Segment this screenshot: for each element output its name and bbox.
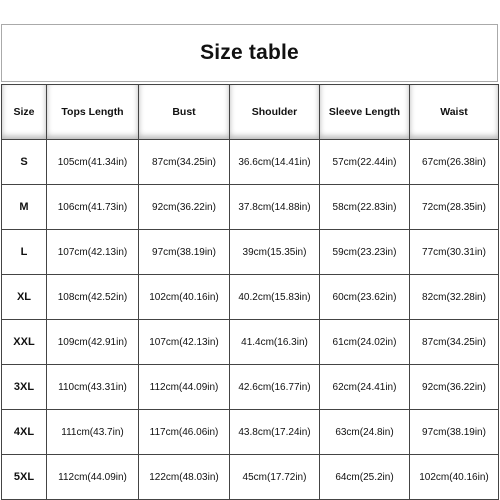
- sleeve-length-cell: 59cm(23.23in): [320, 230, 410, 275]
- waist-cell: 72cm(28.35in): [410, 185, 499, 230]
- tops-length-cell: 106cm(41.73in): [47, 185, 139, 230]
- header-bust: Bust: [139, 85, 230, 140]
- table-row: [2, 410, 499, 455]
- shoulder-cell: 39cm(15.35in): [230, 230, 320, 275]
- header-row: [2, 85, 499, 140]
- size-cell: XL: [2, 275, 47, 320]
- title-box: [1, 24, 498, 82]
- size-table: [1, 84, 499, 500]
- shoulder-cell: 45cm(17.72in): [230, 455, 320, 500]
- bust-cell: 92cm(36.22in): [139, 185, 230, 230]
- bust-cell: 107cm(42.13in): [139, 320, 230, 365]
- shoulder-cell: 43.8cm(17.24in): [230, 410, 320, 455]
- size-cell: M: [2, 185, 47, 230]
- table-row: [2, 455, 499, 500]
- table-row: [2, 230, 499, 275]
- shoulder-cell: 42.6cm(16.77in): [230, 365, 320, 410]
- size-cell: 5XL: [2, 455, 47, 500]
- bust-cell: 87cm(34.25in): [139, 140, 230, 185]
- size-cell: S: [2, 140, 47, 185]
- table-row: [2, 140, 499, 185]
- tops-length-cell: 105cm(41.34in): [47, 140, 139, 185]
- header-shoulder: Shoulder: [230, 85, 320, 140]
- size-cell: L: [2, 230, 47, 275]
- header-size: Size: [2, 85, 47, 140]
- table-row: [2, 320, 499, 365]
- waist-cell: 87cm(34.25in): [410, 320, 499, 365]
- size-cell: 4XL: [2, 410, 47, 455]
- shoulder-cell: 40.2cm(15.83in): [230, 275, 320, 320]
- sleeve-length-cell: 60cm(23.62in): [320, 275, 410, 320]
- shoulder-cell: 41.4cm(16.3in): [230, 320, 320, 365]
- table-row: [2, 275, 499, 320]
- sleeve-length-cell: 63cm(24.8in): [320, 410, 410, 455]
- waist-cell: 92cm(36.22in): [410, 365, 499, 410]
- waist-cell: 82cm(32.28in): [410, 275, 499, 320]
- waist-cell: 97cm(38.19in): [410, 410, 499, 455]
- sleeve-length-cell: 57cm(22.44in): [320, 140, 410, 185]
- tops-length-cell: 111cm(43.7in): [47, 410, 139, 455]
- header-waist: Waist: [410, 85, 499, 140]
- size-cell: XXL: [2, 320, 47, 365]
- bust-cell: 122cm(48.03in): [139, 455, 230, 500]
- sleeve-length-cell: 61cm(24.02in): [320, 320, 410, 365]
- bust-cell: 112cm(44.09in): [139, 365, 230, 410]
- bust-cell: 117cm(46.06in): [139, 410, 230, 455]
- bust-cell: 97cm(38.19in): [139, 230, 230, 275]
- size-cell: 3XL: [2, 365, 47, 410]
- table-row: [2, 185, 499, 230]
- waist-cell: 77cm(30.31in): [410, 230, 499, 275]
- table-row: [2, 365, 499, 410]
- tops-length-cell: 112cm(44.09in): [47, 455, 139, 500]
- sleeve-length-cell: 62cm(24.41in): [320, 365, 410, 410]
- header-tops-length: Tops Length: [47, 85, 139, 140]
- sleeve-length-cell: 64cm(25.2in): [320, 455, 410, 500]
- page-title: Size table: [200, 41, 299, 64]
- tops-length-cell: 110cm(43.31in): [47, 365, 139, 410]
- tops-length-cell: 109cm(42.91in): [47, 320, 139, 365]
- sleeve-length-cell: 58cm(22.83in): [320, 185, 410, 230]
- bust-cell: 102cm(40.16in): [139, 275, 230, 320]
- shoulder-cell: 36.6cm(14.41in): [230, 140, 320, 185]
- shoulder-cell: 37.8cm(14.88in): [230, 185, 320, 230]
- tops-length-cell: 107cm(42.13in): [47, 230, 139, 275]
- waist-cell: 67cm(26.38in): [410, 140, 499, 185]
- waist-cell: 102cm(40.16in): [410, 455, 499, 500]
- header-sleeve-length: Sleeve Length: [320, 85, 410, 140]
- tops-length-cell: 108cm(42.52in): [47, 275, 139, 320]
